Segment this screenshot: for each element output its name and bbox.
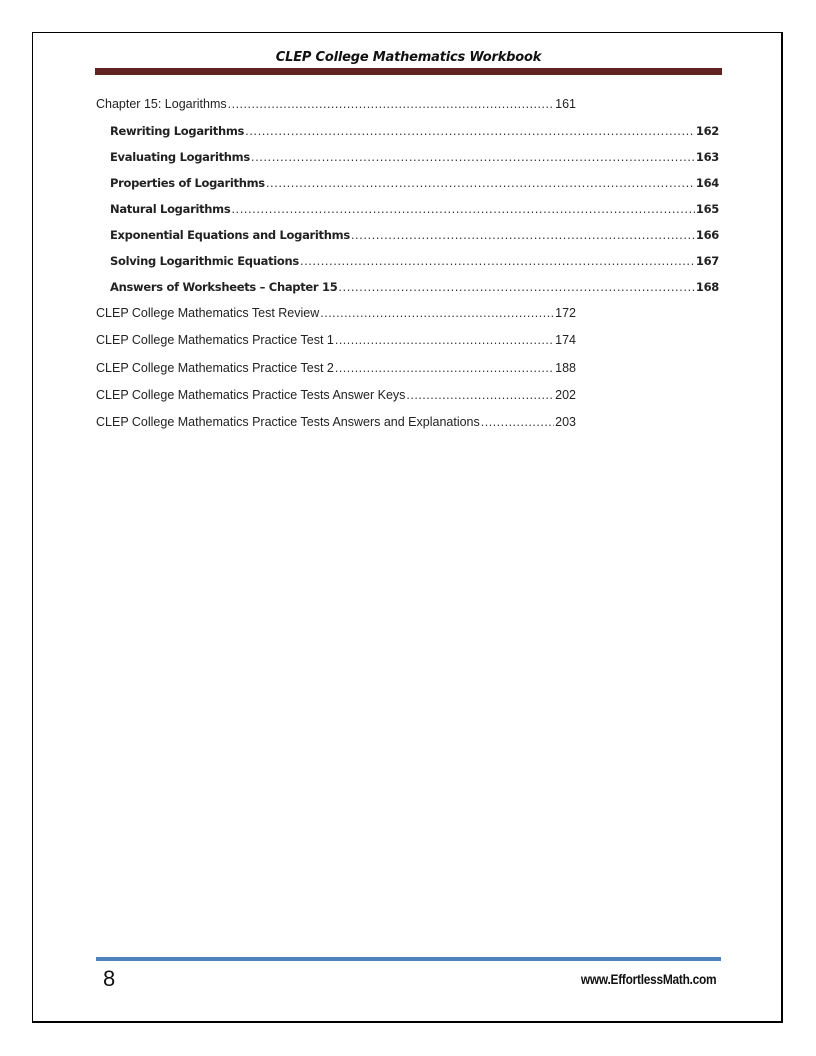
dot-leader — [481, 415, 554, 429]
dot-leader — [338, 280, 694, 294]
toc-entry-page: 202 — [555, 388, 576, 402]
toc-entry-page: 165 — [695, 202, 719, 216]
toc-entry-page: 188 — [555, 361, 576, 375]
toc-entry-label: CLEP College Mathematics Practice Tests Answers and Explanations — [96, 415, 480, 429]
toc-entry-label: Natural Logarithms — [110, 202, 231, 216]
toc-entry-page: 167 — [695, 254, 719, 268]
toc-entry-chapter-15[interactable] — [96, 97, 576, 111]
toc-entry-label: Evaluating Logarithms — [110, 150, 250, 164]
toc-entry-page: 203 — [555, 415, 576, 429]
toc-entry-test-review[interactable] — [96, 306, 576, 320]
dot-leader — [320, 306, 554, 320]
dot-leader — [266, 176, 695, 190]
toc-entry-evaluating-logarithms[interactable] — [110, 150, 719, 164]
dot-leader — [228, 97, 555, 111]
toc-entry-answers-explanations[interactable] — [96, 415, 576, 429]
toc-entry-page: 168 — [695, 280, 719, 294]
toc-entry-page: 174 — [555, 333, 576, 347]
toc-entry-label: CLEP College Mathematics Test Review — [96, 306, 320, 320]
dot-leader — [300, 254, 695, 268]
toc-entry-label: Rewriting Logarithms — [110, 124, 245, 138]
toc-entry-page: 172 — [555, 306, 576, 320]
toc-entry-page: 161 — [555, 97, 576, 111]
toc-entry-label: Answers of Worksheets – Chapter 15 — [110, 280, 338, 294]
toc-entry-properties-of-logarithms[interactable] — [110, 176, 719, 190]
dot-leader — [335, 361, 554, 375]
dot-leader — [231, 202, 694, 216]
toc-entry-practice-test-2[interactable] — [96, 361, 576, 375]
footer-website-link[interactable]: www.EffortlessMath.com — [580, 971, 716, 987]
dot-leader — [335, 333, 554, 347]
page-number: 8 — [103, 966, 116, 991]
toc-entry-page: 166 — [695, 228, 719, 242]
running-header-title: CLEP College Mathematics Workbook — [275, 50, 542, 65]
toc-entry-label: CLEP College Mathematics Practice Test 2 — [96, 361, 334, 375]
toc-entry-label: Chapter 15: Logarithms — [96, 97, 227, 111]
dot-leader — [251, 150, 695, 164]
toc-entry-label: CLEP College Mathematics Practice Test 1 — [96, 333, 334, 347]
footer-divider — [96, 957, 721, 961]
toc-entry-answers-chapter-15[interactable] — [110, 280, 719, 294]
dot-leader — [351, 228, 695, 242]
toc-entry-exponential-equations[interactable] — [110, 228, 719, 242]
dot-leader — [406, 388, 554, 402]
toc-entry-solving-logarithmic-equations[interactable] — [110, 254, 719, 268]
toc-entry-page: 163 — [695, 150, 719, 164]
toc-entry-practice-test-1[interactable] — [96, 333, 576, 347]
toc-entry-natural-logarithms[interactable] — [110, 202, 719, 216]
toc-entry-page: 162 — [695, 124, 719, 138]
toc-entry-rewriting-logarithms[interactable] — [110, 124, 719, 138]
toc-entry-page: 164 — [695, 176, 719, 190]
toc-entry-answer-keys[interactable] — [96, 388, 576, 402]
header-divider — [95, 68, 722, 75]
toc-entry-label: CLEP College Mathematics Practice Tests Answer Keys — [96, 388, 406, 402]
toc-entry-label: Solving Logarithmic Equations — [110, 254, 299, 268]
toc-entry-label: Properties of Logarithms — [110, 176, 265, 190]
dot-leader — [245, 124, 695, 138]
toc-entry-label: Exponential Equations and Logarithms — [110, 228, 350, 242]
